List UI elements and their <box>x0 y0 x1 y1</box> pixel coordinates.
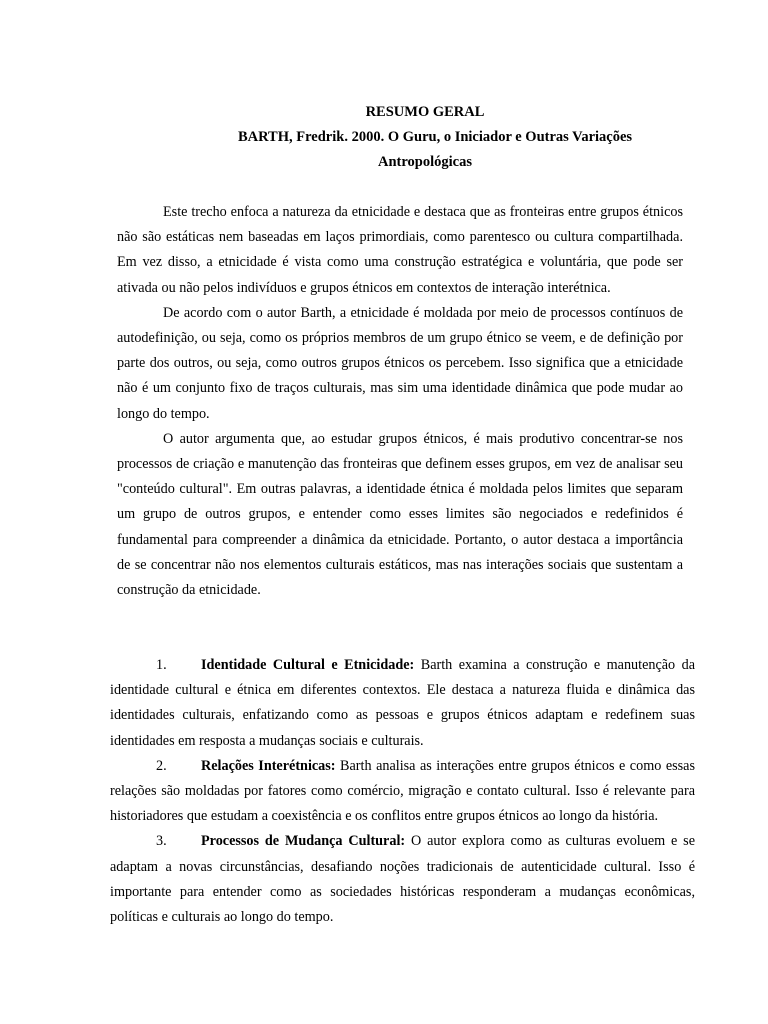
list-text: Barth examina a construção e manutenção da identidade cultural e étnica em diferentes contextos. Ele destaca a natureza fluida e dinâmica das identidades culturais, enfatizando como as pessoas e grupos étnicos adaptam e redefinem suas identidades em resposta a mudanças sociais e culturais. <box>110 657 695 749</box>
list-term: Relações Interétnicas: <box>201 757 336 774</box>
list-number: 3. <box>156 833 167 850</box>
list-number: 2. <box>156 757 167 774</box>
list-item-2 <box>110 754 695 830</box>
summary-body <box>117 200 683 603</box>
list-text: O autor explora como as culturas evoluem e se adaptam a novas circunstâncias, desafiando noções tradicionais de autenticidade cultural. Isso é importante para entender como as sociedades históricas responderam a mudanças econômicas, políticas e culturais ao longo do tempo. <box>110 833 696 926</box>
list-term: Identidade Cultural e Etnicidade: <box>201 657 415 673</box>
paragraph-1: Este trecho enfoca a natureza da etnicidade e destaca que as fronteiras entre grupos étnicos não são estáticas nem baseadas em laços primordiais, como parentesco ou cultura compartilhada. Em vez disso, a etnicidade é vista como uma construção estratégica e voluntária, que pode ser ativada ou não pelos indivíduos e grupos étnicos em contextos de interação interétnica. <box>117 204 683 296</box>
list-text: Barth analisa as interações entre grupos étnicos e como essas relações são moldadas por fatores como comércio, migração e contato cultural. Isso é relevante para historiadores que estudam a coexistência e os conflitos entre grupos étnicos ao longo da história. <box>110 757 696 825</box>
list-term: Processos de Mudança Cultural: <box>201 833 406 850</box>
document-title: RESUMO GERAL <box>365 104 485 120</box>
numbered-list <box>110 653 695 930</box>
reference-line-1: BARTH, Fredrik. 2000. O Guru, o Iniciador e Outras Variações <box>237 129 633 145</box>
reference-line-2: Antropológicas <box>378 154 472 170</box>
list-item-3 <box>110 829 695 930</box>
paragraph-2: De acordo com o autor Barth, a etnicidade é moldada por meio de processos contínuos de autodefinição, ou seja, como os próprios membros de um grupo étnico se veem, e de definição por parte dos outros, ou seja, como outros grupos étnicos os percebem. Isso significa que a etnicidade não é um conjunto fixo de traços culturais, mas sim uma identidade dinâmica que pode mudar ao longo do tempo. <box>117 304 683 422</box>
paragraph-3: O autor argumenta que, ao estudar grupos étnicos, é mais produtivo concentrar-se nos processos de criação e manutenção das fronteiras que definem esses grupos, em vez de analisar seu "conteúdo cultural". Em outras palavras, a identidade étnica é moldada pelos limites que separam um grupo de outros grupos, e entender como esses limites são negociados e redefinidos é fundamental para compreender a dinâmica da etnicidade. Portanto, o autor destaca a importância de se concentrar não nos elementos culturais estáticos, mas nas interações sociais que sustentam a construção da etnicidade. <box>117 430 683 599</box>
list-item-1 <box>110 653 695 754</box>
list-number: 1. <box>156 657 167 673</box>
